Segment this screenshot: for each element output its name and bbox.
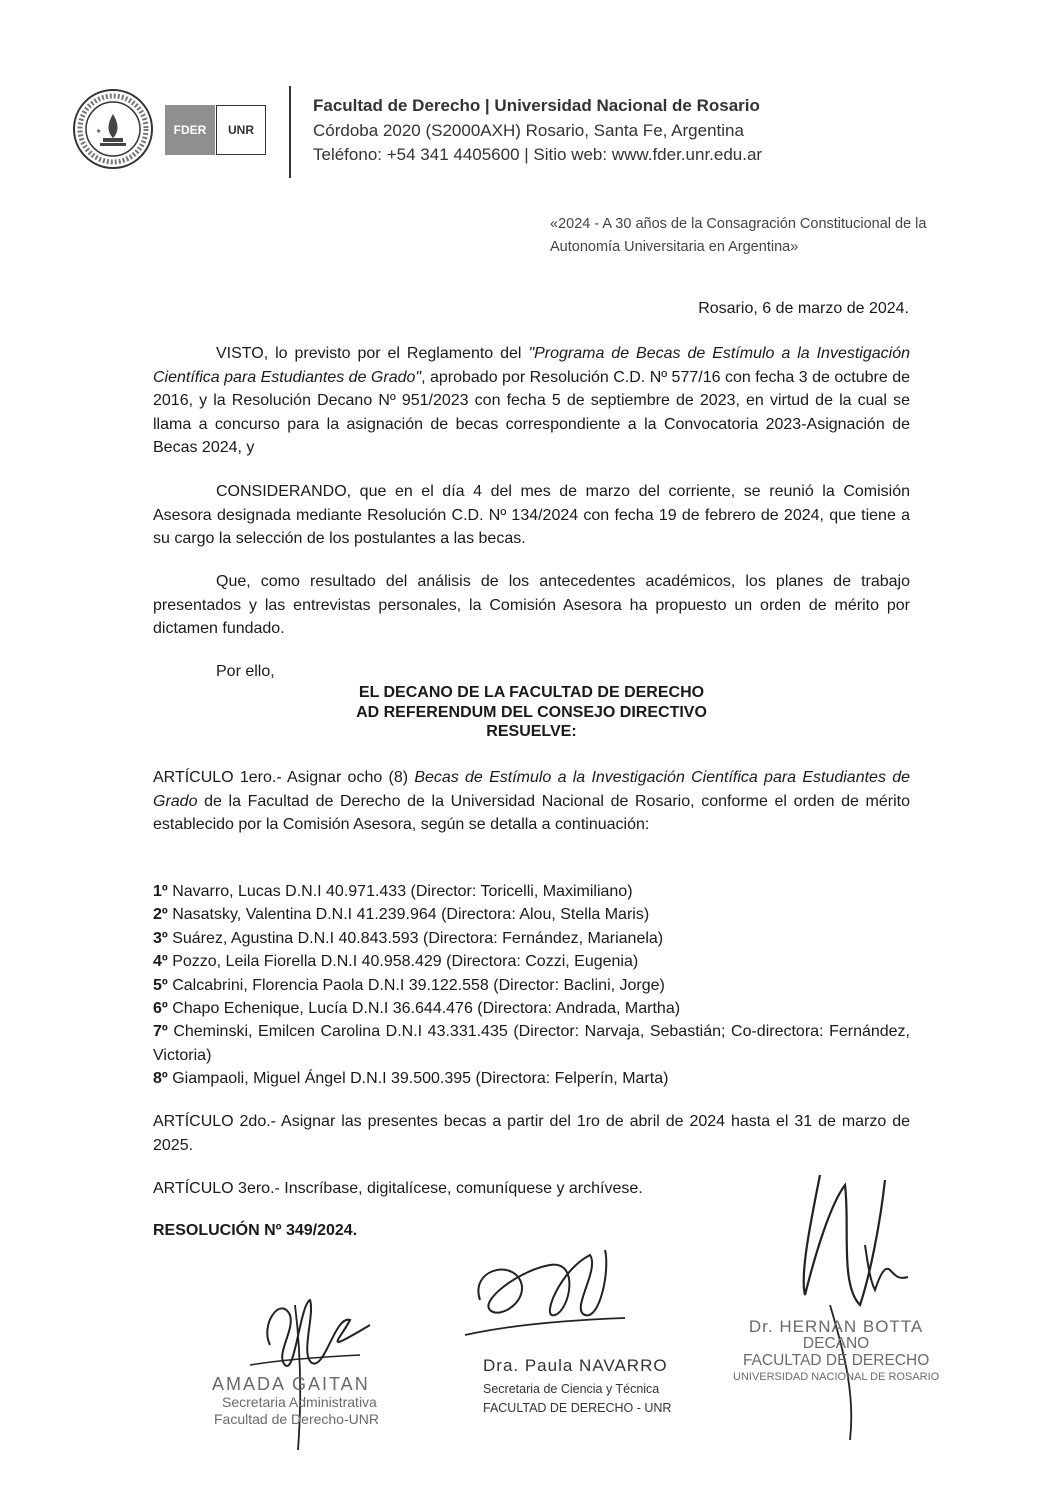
signer-gaitan-name: AMADA GAITAN	[212, 1374, 370, 1394]
list-item: 7º Cheminski, Emilcen Carolina D.N.I 43.331.435 (Director: Narvaja, Sebastián; Co-directora: Fernández, Victoria)	[153, 1023, 910, 1064]
articulo-1: ARTÍCULO 1ero.- Asignar ocho (8) Becas de Estímulo a la Investigación Científica para Estudiantes de Grado de la Facultad de Derecho de la Universidad Nacional de Rosario, conforme el orden de mérito establecido por la Comisión Asesora, según se detalla a continuación:	[153, 769, 910, 833]
fder-logo: FDER	[165, 105, 215, 155]
header-institution: Facultad de Derecho | Universidad Nacional de Rosario	[313, 96, 760, 115]
svg-text:★: ★	[96, 128, 102, 135]
list-item: 5º Calcabrini, Florencia Paola D.N.I 39.122.558 (Director: Baclini, Jorge)	[153, 976, 665, 994]
signer-navarro-name: Dra. Paula NAVARRO	[483, 1356, 668, 1375]
list-item: 8º Giampaoli, Miguel Ángel D.N.I 39.500.395 (Directora: Felperín, Marta)	[153, 1070, 669, 1088]
decree-heading-line3: RESUELVE:	[486, 723, 577, 740]
list-item: 4º Pozzo, Leila Fiorella D.N.I 40.958.429 (Directora: Cozzi, Eugenia)	[153, 953, 639, 971]
year-motto: «2024 - A 30 años de la Consagración Constitucional de la Autonomía Universitaria en Argentina»	[550, 216, 927, 255]
header-divider	[289, 86, 291, 178]
articulo-3: ARTÍCULO 3ero.- Inscríbase, digitalícese, comuníquese y archívese.	[153, 1180, 643, 1197]
header-contact: Teléfono: +54 341 4405600 | Sitio web: www.fder.unr.edu.ar	[313, 145, 763, 164]
signer-gaitan-role: Secretaria Administrativa Facultad de Derecho-UNR	[214, 1394, 379, 1427]
que-paragraph: Que, como resultado del análisis de los antecedentes académicos, los planes de trabajo presentados y las entrevistas personales, la Comisión Asesora ha propuesto un orden de mérito por dictamen fundado.	[153, 573, 910, 637]
list-item: 1º Navarro, Lucas D.N.I 40.971.433 (Director: Toricelli, Maximiliano)	[153, 883, 633, 900]
becarios-list	[153, 880, 910, 1091]
decree-heading-line2: AD REFERENDUM DEL CONSEJO DIRECTIVO	[356, 704, 707, 721]
articulo-2: ARTÍCULO 2do.- Asignar las presentes becas a partir del 1ro de abril de 2024 hasta el 31 de marzo de 2025.	[153, 1113, 910, 1154]
header-address: Córdoba 2020 (S2000AXH) Rosario, Santa Fe, Argentina	[313, 121, 744, 140]
unr-logo: UNR	[216, 105, 266, 155]
document-date: Rosario, 6 de marzo de 2024.	[698, 300, 909, 317]
decree-heading-line1: EL DECANO DE LA FACULTAD DE DERECHO	[358, 684, 705, 701]
list-item: 2º Nasatsky, Valentina D.N.I 41.239.964 (Directora: Alou, Stella Maris)	[153, 906, 650, 924]
resolution-number: RESOLUCIÓN Nº 349/2024.	[153, 1222, 358, 1239]
signer-botta-name: Dr. HERNAN BOTTA	[748, 1317, 924, 1336]
signer-navarro-role: Secretaria de Ciencia y Técnica FACULTAD DE DERECHO - UNR	[483, 1382, 672, 1415]
signer-botta-stamp: Dr. HERNAN BOTTA DECANO FACULTAD DE DERECHO UNIVERSIDAD NACIONAL DE ROSARIO	[733, 1317, 940, 1383]
signature-botta-icon	[790, 1165, 920, 1445]
list-item: 6º Chapo Echenique, Lucía D.N.I 36.644.476 (Directora: Andrada, Martha)	[153, 1000, 681, 1018]
university-seal-icon	[72, 88, 154, 170]
list-item: 3º Suárez, Agustina D.N.I 40.843.593 (Directora: Fernández, Marianela)	[153, 929, 664, 947]
considerando-paragraph: CONSIDERANDO, que en el día 4 del mes de marzo del corriente, se reunió la Comisión Asesora designada mediante Resolución C.D. Nº 134/2024 con fecha 19 de febrero de 2024, que tiene a su cargo la selección de los postulantes a las becas.	[153, 483, 910, 547]
por-ello: Por ello,	[216, 663, 275, 680]
signature-gaitan-icon	[240, 1285, 380, 1455]
visto-paragraph: VISTO, lo previsto por el Reglamento del "Programa de Becas de Estímulo a la Investigación Científica para Estudiantes de Grado", aprobado por Resolución C.D. Nº 577/16 con fecha 3 de octubre de 2016, y la Resolución Decano Nº 951/2023 con fecha 5 de septiembre de 2023, en virtud de la cual se llama a concurso para la asignación de becas correspondiente a la Convocatoria 2023-Asignación de Becas 2024, y	[153, 345, 911, 456]
signature-navarro-icon	[460, 1240, 630, 1350]
